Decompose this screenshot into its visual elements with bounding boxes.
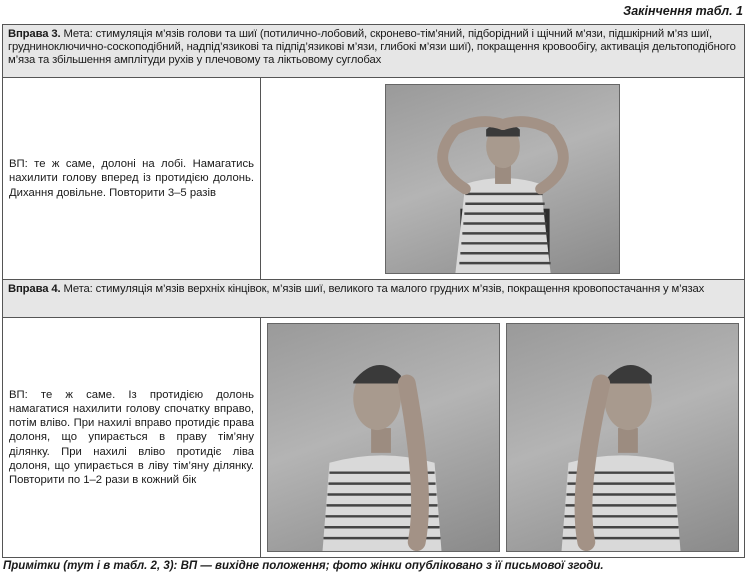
exercise-table (2, 24, 745, 558)
exercise-4-photo-cell (261, 318, 744, 557)
exercise-3-goal: Мета: стимуляція м’язів голови та шиї (потилично-лобовий, скронево-тім’яний, підборідний і щічний м’язи, підшкірний м’яз шиї, грудниноключично-соскоподібний, надпід’язикові та підпід’язикові м’язи, глибокі м’язи шиї), покращення кровообігу, активація дельтоподібного м’яза та збільшення амплітуди рухів у плечовому та ліктьовому суглобах (8, 28, 736, 66)
exercise-3-header (3, 25, 744, 78)
exercise-4-instruction: ВП: те ж саме. Із протидією долонь намагатися нахилити голову спочатку вправо, потім вліво. При нахилі вправо протидіє права долоня, що упирається в праву тім’яну ділянку. При нахилі вліво протидіє ліва долоня, що упирається в ліву тім’яну ділянку. Повторити по 1–2 рази в кожний бік (9, 388, 254, 486)
table-caption: Закінчення табл. 1 (623, 4, 743, 18)
exercise-4-photo-right-tilt (267, 323, 500, 552)
exercise-4-header (3, 280, 744, 318)
exercise-3-photo (385, 84, 620, 274)
exercise-3-instruction: ВП: те ж саме, долоні на лобі. Намагатись нахилити голову вперед із протидією долонь. Дихання довільне. Повторити 3–5 разів (9, 158, 254, 199)
exercise-4-title: Вправа 4. (8, 283, 61, 295)
exercise-4-instruction-cell (3, 318, 261, 557)
exercise-4-goal: Мета: стимуляція м’язів верхніх кінцівок, м’язів шиї, великого та малого грудних м’язів, покращення кровопостачання у м’язах (60, 283, 705, 295)
table-note: Примітки (тут і в табл. 2, 3): ВП — вихідне положення; фото жінки опубліковано з її письмової згоди. (3, 560, 604, 572)
exercise-3-photo-cell (261, 78, 744, 279)
exercise-3-row (3, 78, 744, 280)
exercise-3-title: Вправа 3. (8, 28, 61, 40)
exercise-4-row (3, 318, 744, 557)
exercise-4-photo-left-tilt (506, 323, 739, 552)
exercise-3-instruction-cell (3, 78, 261, 279)
